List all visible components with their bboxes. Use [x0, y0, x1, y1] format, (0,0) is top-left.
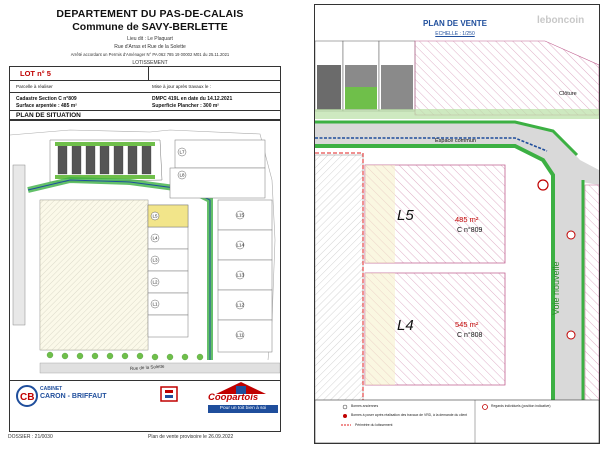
lot-label-l2: L8 — [179, 172, 185, 178]
commune-title: Commune de SAVY-BERLETTE — [72, 21, 228, 33]
cabinet-name: CARON - BRIFFAUT — [40, 393, 107, 400]
arrete-text: Arrêté accordant un Permis d'Aménager N° PA 062 785 19 00002 M01 du 25.11.2021 — [70, 52, 230, 57]
legend-bornes-anciennes: Bornes anciennes — [351, 404, 379, 408]
lot-label-l4: L4 — [152, 235, 158, 241]
lot-info-box — [9, 66, 281, 121]
lot-label-l12: L12 — [236, 302, 245, 308]
lot5-parcel: C n°809 — [457, 227, 483, 234]
dmpc: DMPC 419L en date du 14.12.2021 — [152, 96, 233, 102]
voie-label: Voie nouvelle — [551, 261, 561, 315]
coopartois-tagline: Pour un toit bien à soi — [208, 405, 278, 413]
cadastre: Cadastre Section C n°809 — [16, 96, 77, 102]
cloture-label: Clôture — [559, 91, 577, 97]
geometre-logo-icon — [160, 385, 178, 403]
lot5-surface: 485 m² — [455, 215, 479, 224]
road-label: Rue de la Solette — [129, 363, 165, 371]
right-sheet-plan-vente — [306, 0, 600, 450]
lot-number: LOT n° 5 — [20, 69, 51, 78]
lieu-dit: Lieu dit : Le Plaquart — [127, 36, 173, 42]
legend-regards: Regards individuels (position indicative) — [491, 404, 551, 408]
cabinet-logo-icon — [16, 385, 38, 407]
lot-label-l2b: L2 — [152, 279, 158, 285]
coopartois-logo: Coopartois — [208, 392, 259, 403]
lot4-name: L4 — [397, 317, 414, 334]
rue-label: Rue d'Arras et Rue de la Solette — [114, 44, 186, 50]
echelle-label: ECHELLE : 1/250 — [435, 31, 475, 37]
lot-label-l11: L11 — [236, 332, 244, 338]
legend-perimetre: Périmètre du lotissement — [355, 423, 393, 427]
lotissement-label: LOTISSEMENT — [132, 60, 168, 66]
parcelle-label: Parcelle à réaliser — [16, 84, 53, 89]
situation-map-drawing — [10, 120, 280, 380]
houses-block — [50, 140, 162, 182]
logos-strip — [9, 379, 281, 432]
surface-arpentee: Surface arpentée : 485 m² — [16, 103, 77, 109]
plan-situation-title: PLAN DE SITUATION — [16, 112, 81, 119]
lot-label-l1b: L1 — [152, 301, 158, 307]
lot-label-l3: L3 — [152, 257, 158, 263]
lot5-name: L5 — [397, 207, 414, 224]
lot-label-l14: L14 — [236, 242, 245, 248]
lot-label-l1: L7 — [179, 149, 185, 155]
plan-vente-drawing — [315, 5, 599, 443]
legend-bornes-a-poser: Bornes à poser après réalisation des travaux de VRD, à la demande du client — [351, 413, 468, 417]
cabinet-label: CABINET — [40, 386, 63, 392]
lot-label-l13: L13 — [236, 272, 245, 278]
plan-vente-date: Plan de vente provisoire le 26.09.2022 — [148, 434, 234, 440]
lot4-parcel: C n°808 — [457, 332, 483, 339]
dossier-number: DOSSIER : 21/0030 — [8, 434, 53, 440]
department-title: DEPARTEMENT DU PAS-DE-CALAIS — [56, 8, 244, 20]
lot4-surface: 545 m² — [455, 320, 479, 329]
mise-a-jour: Mise à jour après travaux le : — [152, 84, 211, 89]
lot-label-l15: L15 — [236, 212, 245, 218]
lot-label-l5: L5 — [152, 213, 158, 219]
plan-vente-frame — [314, 4, 600, 444]
superficie-plancher: Superficie Plancher : 300 m² — [152, 103, 219, 109]
svg-text:CB: CB — [20, 392, 35, 403]
leboncoin-watermark: leboncoin — [537, 15, 585, 26]
situation-map — [9, 119, 281, 381]
espace-commun-label: Espace commun — [435, 138, 476, 144]
plan-vente-title: PLAN DE VENTE — [422, 19, 487, 28]
